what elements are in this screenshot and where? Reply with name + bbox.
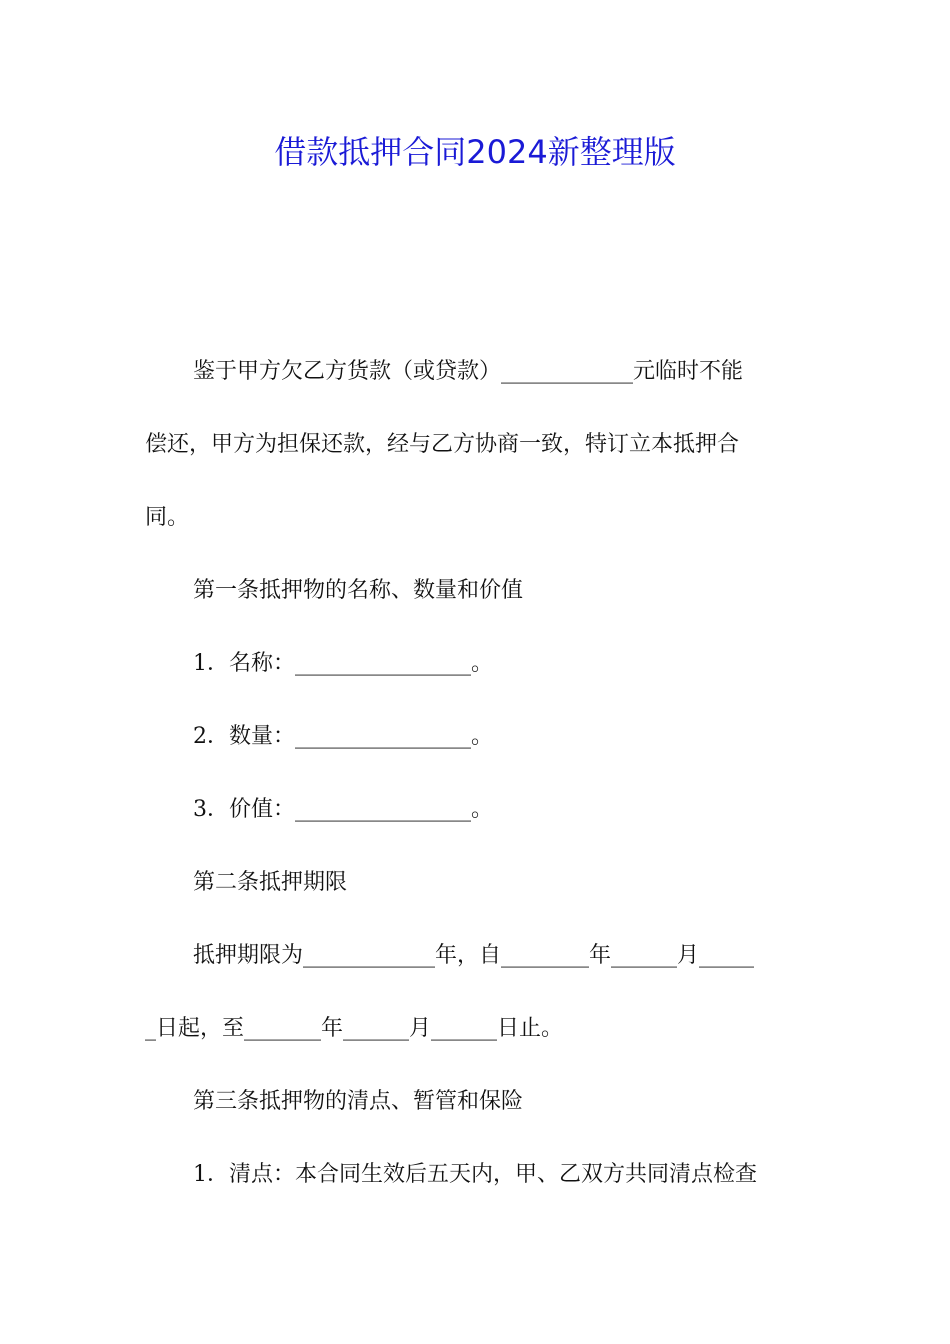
- list-item: 1．名称：________________。: [193, 651, 493, 676]
- document-body: [145, 335, 810, 1211]
- list-item: 3．价值：________________。: [193, 797, 493, 822]
- section-heading: 第一条抵押物的名称、数量和价值: [193, 578, 524, 603]
- paragraph-line: 同。: [145, 505, 190, 530]
- paragraph-line: _日起，至_______年______月______日止。: [145, 1016, 564, 1041]
- paragraph-line: 鉴于甲方欠乙方货款（或贷款）____________元临时不能: [193, 359, 744, 384]
- paragraph-line: 偿还，甲方为担保还款，经与乙方协商一致，特订立本抵押合: [145, 432, 740, 457]
- list-item: 1．清点：本合同生效后五天内，甲、乙双方共同清点检查: [193, 1162, 757, 1187]
- list-item: 2．数量：________________。: [193, 724, 493, 749]
- paragraph-line: 抵押期限为____________年，自________年______月_____: [193, 943, 755, 968]
- section-heading: 第二条抵押期限: [193, 870, 348, 895]
- document-title: 借款抵押合同2024新整理版: [274, 133, 676, 171]
- section-heading: 第三条抵押物的清点、暂管和保险: [193, 1089, 524, 1114]
